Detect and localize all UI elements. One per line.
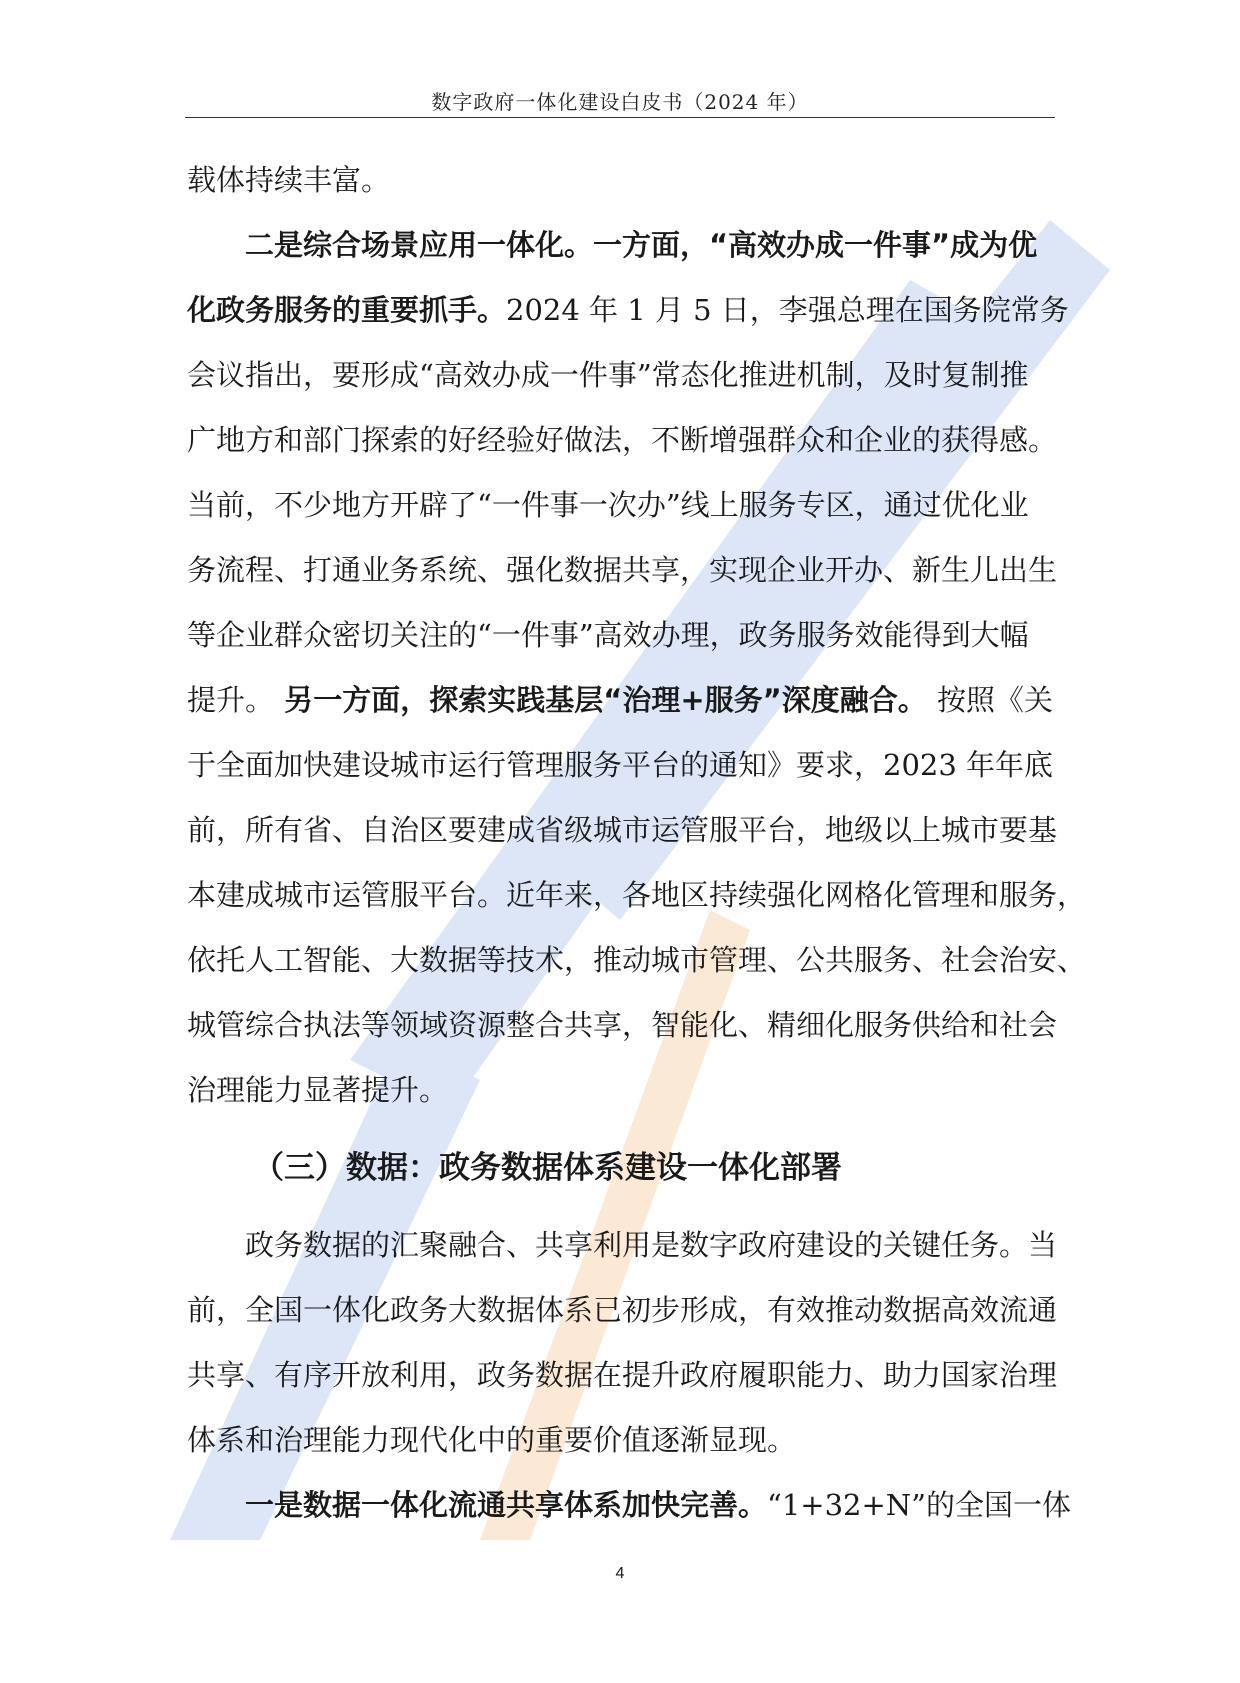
text-line: 城管综合执法等领域资源整合共享，智能化、精细化服务供给和社会: [187, 1008, 1058, 1042]
text-line: 于全面加快建设城市运行管理服务平台的通知》要求，2023 年年底: [187, 748, 1054, 782]
bold-lead: 一是数据一体化流通共享体系加快完善。: [245, 1488, 768, 1522]
text-line: 会议指出，要形成“高效办成一件事”常态化推进机制，及时复制推: [187, 358, 1029, 392]
text-line: 政务数据的汇聚融合、共享利用是数字政府建设的关键任务。当: [245, 1228, 1058, 1262]
page-number: 4: [615, 1565, 625, 1582]
text-line: 当前，不少地方开辟了“一件事一次办”线上服务专区，通过优化业: [187, 488, 1029, 522]
text-line: 前，所有省、自治区要建成省级城市运管服平台，地级以上城市要基: [187, 813, 1058, 847]
text-line: 前，全国一体化政务大数据体系已初步形成，有效推动数据高效流通: [187, 1293, 1058, 1327]
text-line: 共享、有序开放利用，政务数据在提升政府履职能力、助力国家治理: [187, 1358, 1058, 1392]
document-body: [187, 148, 1087, 1538]
text-line: 等企业群众密切关注的“一件事”高效办理，政务服务效能得到大幅: [187, 618, 1029, 652]
text-line: 依托人工智能、大数据等技术，推动城市管理、公共服务、社会治安、: [187, 943, 1087, 977]
bold-lead: 化政务服务的重要抓手。: [187, 293, 507, 327]
header-divider: [185, 117, 1055, 118]
text-line: 载体持续丰富。: [187, 163, 391, 197]
running-header: 数字政府一体化建设白皮书（2024 年）: [431, 90, 809, 114]
text-line: 广地方和部门探索的好经验好做法，不断增强群众和企业的获得感。: [187, 423, 1058, 457]
text-line: 体系和治理能力现代化中的重要价值逐渐显现。: [187, 1423, 797, 1457]
bold-lead: 二是综合场景应用一体化。一方面，“高效办成一件事”成为优: [245, 228, 1038, 262]
text-line: 治理能力显著提升。: [187, 1073, 449, 1107]
bold-lead: 另一方面，探索实践基层“治理+服务”深度融合。: [284, 683, 927, 717]
text-line: 一是数据一体化流通共享体系加快完善。 “1+32+N”的全国一体: [187, 1473, 1053, 1538]
text-line: [187, 213, 1053, 278]
section-heading: （三）数据：政务数据体系建设一体化部署: [253, 1150, 842, 1186]
text-line: 本建成城市运管服平台。近年来，各地区持续强化网格化管理和服务，: [187, 878, 1087, 912]
text-line: 务流程、打通业务系统、强化数据共享，实现企业开办、新生儿出生: [187, 553, 1058, 587]
text-line: 提升。 另一方面，探索实践基层“治理+服务”深度融合。 按照《关: [187, 668, 1053, 733]
text-line: 化政务服务的重要抓手。 2024 年 1 月 5 日，李强总理在国务院常务: [187, 278, 1053, 343]
